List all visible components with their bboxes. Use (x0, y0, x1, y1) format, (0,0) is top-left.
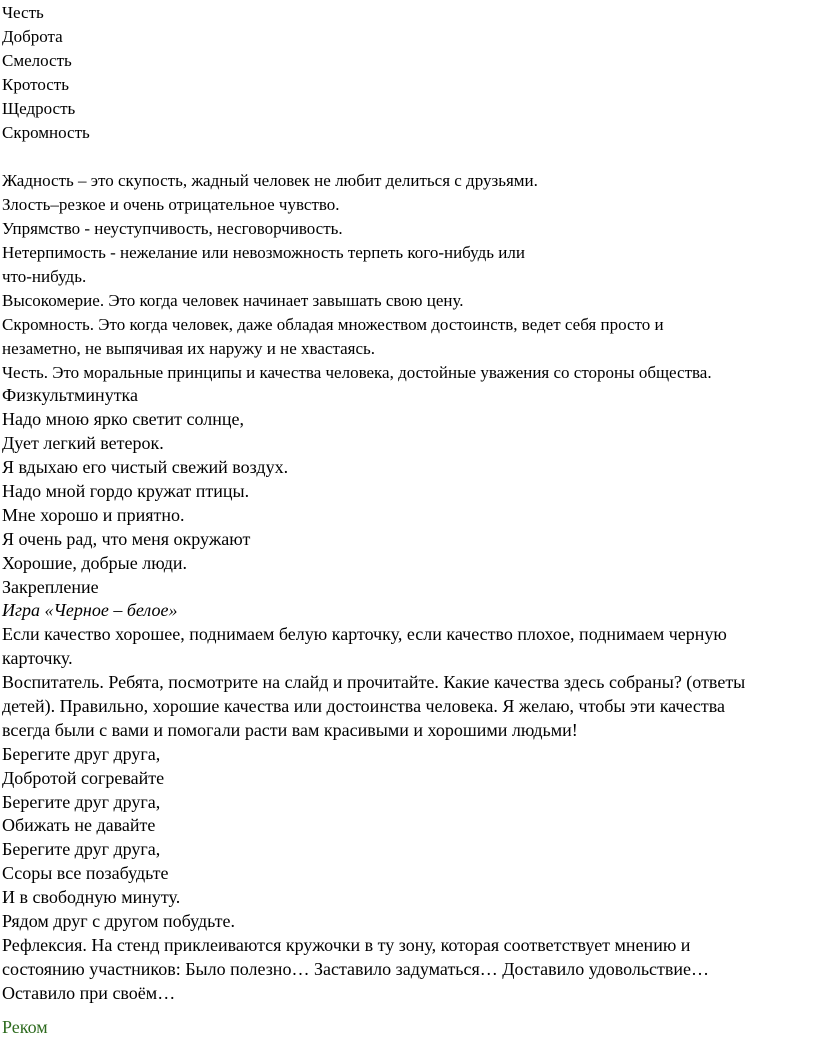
game-rules-line: Если качество хорошее, поднимаем белую карточку, если качество плохое, поднимаем черную (2, 624, 727, 644)
reflection-line: Рефлексия. На стенд приклеиваются кружочки в ту зону, которая соответствует мнению и (2, 935, 691, 955)
intro-item-generosity: Щедрость (2, 99, 76, 118)
zakreplenie-title: Закрепление (2, 577, 99, 597)
poem2-line: Берегите друг друга, (2, 839, 161, 859)
poem2-line: Берегите друг друга, (2, 744, 161, 764)
poem2-line: Добротой согревайте (2, 768, 165, 788)
definition-modesty: Скромность. Это когда человек, даже обладая множеством достоинств, ведет себя просто и (2, 315, 664, 334)
poem1-line: Хорошие, добрые люди. (2, 553, 188, 573)
intro-item-modesty: Скромность (2, 123, 90, 142)
intro-item-kindness: Доброта (2, 27, 63, 46)
definition-honor: Честь. Это моральные принципы и качества человека, достойные уважения со стороны общества. (2, 363, 712, 382)
poem2-line: И в свободную минуту. (2, 887, 181, 907)
reflection-line: состоянию участников: Было полезно… Заставило задуматься… Доставило удовольствие… (2, 959, 710, 979)
game-rules-line: карточку. (2, 648, 73, 668)
teacher-text-line: детей). Правильно, хорошие качества или достоинства человека. Я желаю, чтобы эти качества (2, 696, 726, 716)
definition-greed: Жадность – это скупость, жадный человек не любит делиться с друзьями. (2, 171, 538, 190)
poem2-line: Ссоры все позабудьте (2, 863, 169, 883)
definition-anger: Злость–резкое и очень отрицательное чувство. (2, 195, 340, 214)
game-title: Игра «Черное – белое» (2, 600, 178, 620)
poem2-line: Берегите друг друга, (2, 792, 161, 812)
definition-modesty-cont: незаметно, не выпячивая их наружу и не хвастаясь. (2, 339, 375, 358)
definition-arrogance: Высокомерие. Это когда человек начинает завышать свою цену. (2, 291, 464, 310)
poem1-line: Надо мною ярко светит солнце, (2, 409, 244, 429)
teacher-text-line: Воспитатель. Ребята, посмотрите на слайд и прочитайте. Какие качества здесь собраны? (ответы (2, 672, 746, 692)
intro-item-meekness: Кротость (2, 75, 69, 94)
recommendation-link[interactable]: Реком (2, 1017, 48, 1037)
teacher-text-line: всегда были с вами и помогали расти вам красивыми и хорошими людьми! (2, 720, 578, 740)
poem1-line: Дует легкий ветерок. (2, 433, 164, 453)
poem2-line: Рядом друг с другом побудьте. (2, 911, 236, 931)
poem1-line: Я вдыхаю его чистый свежий воздух. (2, 457, 289, 477)
reflection-line: Оставило при своём… (2, 983, 176, 1003)
definition-intolerance-cont: что-нибудь. (2, 267, 87, 286)
fizminutka-title: Физкультминутка (2, 385, 139, 405)
intro-item-honor: Честь (2, 3, 44, 22)
definition-stubbornness: Упрямство - неуступчивость, несговорчивость. (2, 219, 343, 238)
poem1-line: Надо мной гордо кружат птицы. (2, 481, 250, 501)
poem1-line: Я очень рад, что меня окружают (2, 529, 251, 549)
intro-item-courage: Смелость (2, 51, 72, 70)
definition-intolerance: Нетерпимость - нежелание или невозможность терпеть кого-нибудь или (2, 243, 525, 262)
poem2-line: Обижать не давайте (2, 815, 156, 835)
poem1-line: Мне хорошо и приятно. (2, 505, 185, 525)
